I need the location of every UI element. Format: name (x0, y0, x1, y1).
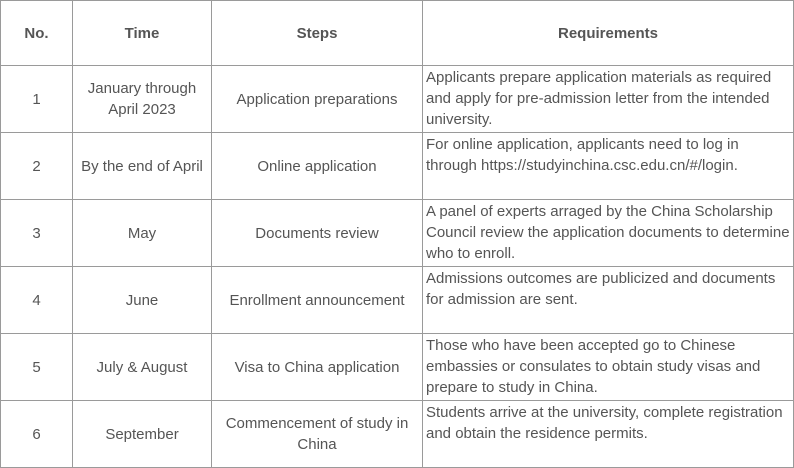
row-step: Commencement of study in China (212, 401, 423, 468)
row-number: 3 (1, 200, 73, 267)
row-number: 5 (1, 334, 73, 401)
row-number: 1 (1, 66, 73, 133)
row-number: 6 (1, 401, 73, 468)
table-row (1, 334, 794, 401)
row-requirement: Applicants prepare application materials as required and apply for pre-admission letter from the intended university. (423, 66, 794, 133)
row-step: Documents review (212, 200, 423, 267)
row-time: September (73, 401, 212, 468)
row-time: By the end of April (73, 133, 212, 200)
table-header (1, 1, 794, 66)
row-requirement: A panel of experts arraged by the China Scholarship Council review the application documents to determine who to enroll. (423, 200, 794, 267)
header-no: No. (1, 1, 73, 66)
row-step: Visa to China application (212, 334, 423, 401)
row-step: Enrollment announcement (212, 267, 423, 334)
row-requirement: Students arrive at the university, complete registration and obtain the residence permits. (423, 401, 794, 468)
table-row (1, 267, 794, 334)
header-steps: Steps (212, 1, 423, 66)
header-row (1, 1, 794, 66)
row-number: 2 (1, 133, 73, 200)
header-time: Time (73, 1, 212, 66)
row-time: June (73, 267, 212, 334)
table-row (1, 200, 794, 267)
row-requirement: For online application, applicants need to log in through https://studyinchina.csc.edu.cn/#/login. (423, 133, 794, 200)
row-time: July & August (73, 334, 212, 401)
row-time: January through April 2023 (73, 66, 212, 133)
row-requirement: Admissions outcomes are publicized and documents for admission are sent. (423, 267, 794, 334)
row-number: 4 (1, 267, 73, 334)
table-row (1, 66, 794, 133)
row-requirement: Those who have been accepted go to Chinese embassies or consulates to obtain study visas and prepare to study in China. (423, 334, 794, 401)
row-step: Application preparations (212, 66, 423, 133)
table-row (1, 401, 794, 468)
table-row (1, 133, 794, 200)
header-requirements: Requirements (423, 1, 794, 66)
row-time: May (73, 200, 212, 267)
row-step: Online application (212, 133, 423, 200)
table-body (1, 66, 794, 468)
